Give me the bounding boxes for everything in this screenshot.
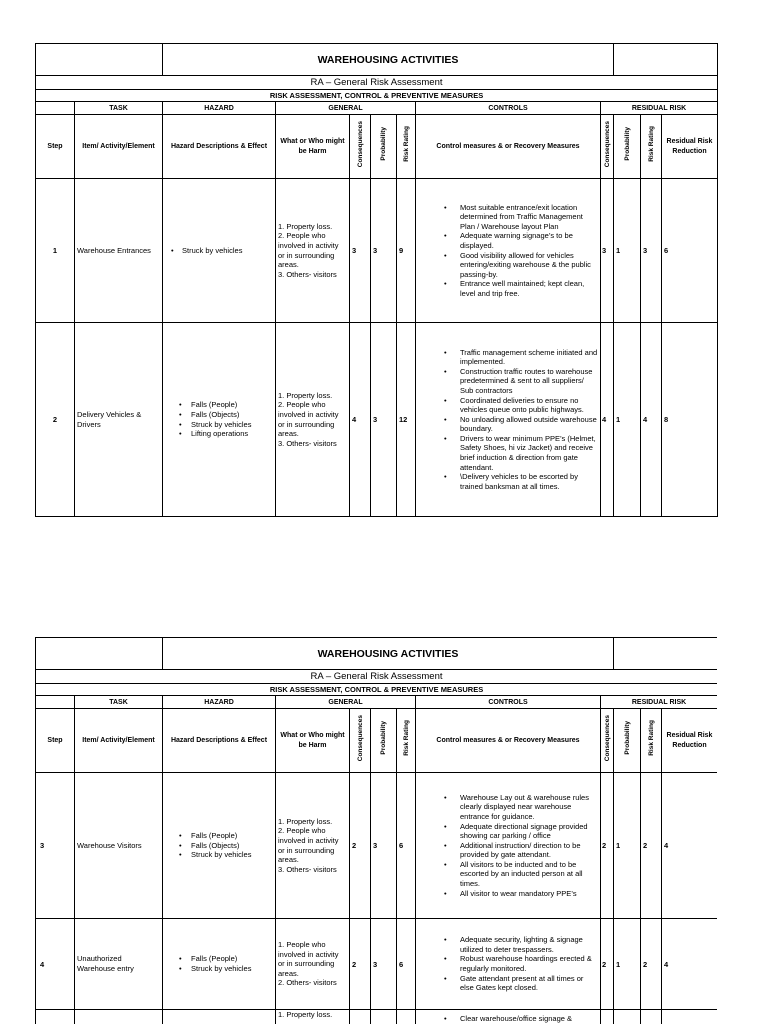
residual-consequences-value: 2: [601, 773, 614, 919]
header-residual-probability: Probability: [614, 115, 641, 179]
control-item: • Entrance well maintained; kept clean, level and trip free.: [460, 279, 598, 298]
control-item: • Adequate warning signage’s to be displayed.: [460, 231, 598, 250]
group-controls: CONTROLS: [416, 696, 601, 709]
harm-cell: [276, 1010, 350, 1024]
residual-probability-value: 1: [614, 919, 641, 1010]
residual-risk-rating-value: 3: [641, 179, 662, 323]
harm-line: 2. People who involved in activity or in surrounding areas.: [278, 231, 339, 270]
activity-cell: Warehouse Entrances: [75, 179, 163, 323]
document-title: WAREHOUSING ACTIVITIES: [163, 638, 614, 670]
group-general: GENERAL: [276, 696, 416, 709]
table-row: [36, 1010, 718, 1024]
header-consequences: Consequences: [350, 115, 371, 179]
control-item: • Robust warehouse hoardings erected & regularly monitored.: [460, 954, 598, 973]
hazard-item: • Struck by vehicles: [182, 246, 273, 256]
hazard-cell: [163, 773, 276, 919]
header-risk-reduction: Residual Risk Reduction: [662, 115, 718, 179]
harm-line: 1. Property loss.: [278, 1010, 333, 1019]
residual-risk-rating-value: [641, 1010, 662, 1024]
hazard-item: • Falls (People): [191, 954, 273, 964]
header-harm: What or Who might be Harm: [276, 709, 350, 773]
header-residual-probability: Probability: [614, 709, 641, 773]
control-item: • No unloading allowed outside warehouse boundary.: [460, 415, 598, 434]
residual-consequences-value: 2: [601, 919, 614, 1010]
residual-risk-rating-value: 2: [641, 919, 662, 1010]
header-probability: Probability: [371, 709, 397, 773]
harm-line: 1. Property loss.: [278, 816, 333, 826]
consequences-value: [350, 1010, 371, 1024]
hazard-item: • Struck by vehicles: [191, 420, 273, 430]
harm-line: 2. People who involved in activity or in surrounding areas.: [278, 400, 339, 439]
section-band: RISK ASSESSMENT, CONTROL & PREVENTIVE MEASURES: [36, 90, 718, 102]
harm-line: 2. Others- visitors: [278, 978, 337, 988]
hazard-item: • Struck by vehicles: [191, 964, 273, 974]
control-item: • Gate attendant present at all times or else Gates kept closed.: [460, 974, 598, 993]
section-band: RISK ASSESSMENT, CONTROL & PREVENTIVE MEASURES: [36, 684, 718, 696]
residual-consequences-value: 3: [601, 179, 614, 323]
table-row: [36, 773, 718, 919]
header-hazard: Hazard Descriptions & Effect: [163, 115, 276, 179]
step-number: 1: [36, 179, 75, 323]
residual-probability-value: 1: [614, 179, 641, 323]
control-item: • Clear warehouse/office signage &: [460, 1014, 598, 1024]
group-general: GENERAL: [276, 102, 416, 115]
control-item: • Most suitable entrance/exit location determined from Traffic Management Plan / Warehouse layout Plan: [460, 203, 598, 232]
group-residual-risk: RESIDUAL RISK: [601, 696, 718, 709]
header-controls: Control measures & or Recovery Measures: [416, 115, 601, 179]
consequences-value: 2: [350, 773, 371, 919]
risk-assessment-table: [35, 637, 717, 1024]
document-title: WAREHOUSING ACTIVITIES: [163, 44, 614, 76]
controls-cell: [416, 773, 601, 919]
header-residual-risk-rating: Risk Rating: [641, 709, 662, 773]
risk-reduction-value: 8: [662, 323, 718, 517]
hazard-cell: [163, 323, 276, 517]
control-item: • Good visibility allowed for vehicles entering/exiting warehouse & the public passing-by.: [460, 251, 598, 280]
harm-cell: [276, 919, 350, 1010]
group-task: TASK: [75, 102, 163, 115]
probability-value: 3: [371, 323, 397, 517]
document-subtitle: RA – General Risk Assessment: [36, 76, 718, 90]
residual-risk-rating-value: 4: [641, 323, 662, 517]
risk-rating-value: 12: [397, 323, 416, 517]
control-item: • Warehouse Lay out & warehouse rules clearly displayed near warehouse entrance for guidance.: [460, 793, 598, 822]
hazard-item: • Struck by vehicles: [191, 850, 273, 860]
logo-cell: [36, 638, 163, 670]
harm-line: 2. People who involved in activity or in surrounding areas.: [278, 826, 339, 865]
control-item: • Construction traffic routes to warehouse predetermined & sent to all suppliers/ Sub contractors: [460, 367, 598, 396]
risk-reduction-value: [662, 1010, 718, 1024]
hazard-cell: [163, 1010, 276, 1024]
step-number: 4: [36, 919, 75, 1010]
header-consequences: Consequences: [350, 709, 371, 773]
header-risk-rating: Risk Rating: [397, 115, 416, 179]
risk-reduction-value: 6: [662, 179, 718, 323]
residual-probability-value: 1: [614, 323, 641, 517]
activity-cell: Warehouse Visitors: [75, 773, 163, 919]
header-hazard: Hazard Descriptions & Effect: [163, 709, 276, 773]
header-harm: What or Who might be Harm: [276, 115, 350, 179]
residual-consequences-value: 4: [601, 323, 614, 517]
harm-cell: [276, 773, 350, 919]
activity-cell: Delivery Vehicles & Drivers: [75, 323, 163, 517]
group-task: TASK: [75, 696, 163, 709]
header-item: Item/ Activity/Element: [75, 115, 163, 179]
harm-cell: [276, 179, 350, 323]
logo-cell: [36, 44, 163, 76]
title-right-cell: [614, 44, 718, 76]
probability-value: 3: [371, 919, 397, 1010]
risk-reduction-value: 4: [662, 919, 718, 1010]
controls-cell: [416, 323, 601, 517]
header-step: Step: [36, 115, 75, 179]
control-item: • Coordinated deliveries to ensure no vehicles queue onto public highways.: [460, 396, 598, 415]
header-controls: Control measures & or Recovery Measures: [416, 709, 601, 773]
control-item: • Drivers to wear minimum PPE’s (Helmet, Safety Shoes, hi viz Jacket) and receive brief induction & direction from gate attendant.: [460, 434, 598, 472]
risk-rating-value: 6: [397, 919, 416, 1010]
residual-consequences-value: [601, 1010, 614, 1024]
hazard-item: • Falls (Objects): [191, 841, 273, 851]
control-item: • All visitor to wear mandatory PPE’s: [460, 889, 598, 899]
hazard-cell: [163, 919, 276, 1010]
controls-cell: [416, 1010, 601, 1024]
probability-value: 3: [371, 179, 397, 323]
harm-line: 1. Property loss.: [278, 390, 333, 400]
consequences-value: 4: [350, 323, 371, 517]
group-blank: [36, 102, 75, 115]
risk-rating-value: [397, 1010, 416, 1024]
header-residual-consequences: Consequences: [601, 709, 614, 773]
header-risk-reduction: Residual Risk Reduction: [662, 709, 718, 773]
risk-rating-value: 6: [397, 773, 416, 919]
header-residual-consequences: Consequences: [601, 115, 614, 179]
residual-probability-value: 1: [614, 773, 641, 919]
consequences-value: 3: [350, 179, 371, 323]
harm-line: 1. Property loss.: [278, 221, 333, 231]
hazard-item: • Falls (People): [191, 400, 273, 410]
title-right-cell: [614, 638, 718, 670]
consequences-value: 2: [350, 919, 371, 1010]
controls-cell: [416, 919, 601, 1010]
activity-cell: Unauthorized Warehouse entry: [75, 919, 163, 1010]
risk-assessment-sheet-2: [35, 637, 717, 1024]
step-number: 2: [36, 323, 75, 517]
table-row: [36, 323, 718, 517]
group-blank: [36, 696, 75, 709]
harm-cell: [276, 323, 350, 517]
hazard-cell: [163, 179, 276, 323]
risk-assessment-sheet-1: [35, 43, 717, 517]
group-hazard: HAZARD: [163, 102, 276, 115]
group-hazard: HAZARD: [163, 696, 276, 709]
control-item: • All visitors to be inducted and to be escorted by an inducted person at all times.: [460, 860, 598, 889]
risk-reduction-value: 4: [662, 773, 718, 919]
step-number: [36, 1010, 75, 1024]
activity-cell: [75, 1010, 163, 1024]
hazard-item: • Falls (Objects): [191, 410, 273, 420]
control-item: • Traffic management scheme initiated and implemented.: [460, 348, 598, 367]
risk-assessment-table: [35, 43, 718, 517]
hazard-item: • Lifting operations: [191, 429, 273, 439]
step-number: 3: [36, 773, 75, 919]
table-row: [36, 179, 718, 323]
control-item: • Additional instruction/ direction to be provided by gate attendant.: [460, 841, 598, 860]
residual-probability-value: [614, 1010, 641, 1024]
harm-line: 3. Others- visitors: [278, 438, 337, 448]
group-controls: CONTROLS: [416, 102, 601, 115]
group-residual-risk: RESIDUAL RISK: [601, 102, 718, 115]
probability-value: 3: [371, 773, 397, 919]
header-risk-rating: Risk Rating: [397, 709, 416, 773]
header-item: Item/ Activity/Element: [75, 709, 163, 773]
controls-cell: [416, 179, 601, 323]
probability-value: [371, 1010, 397, 1024]
table-row: [36, 919, 718, 1010]
header-probability: Probability: [371, 115, 397, 179]
control-item: • Adequate security, lighting & signage utilized to deter trespassers.: [460, 935, 598, 954]
hazard-item: • Falls (People): [191, 831, 273, 841]
header-residual-risk-rating: Risk Rating: [641, 115, 662, 179]
control-item: • \Delivery vehicles to be escorted by trained banksman at all times.: [460, 472, 598, 491]
harm-line: 1. People who involved in activity or in surrounding areas.: [278, 940, 339, 978]
document-subtitle: RA – General Risk Assessment: [36, 670, 718, 684]
harm-line: 3. Others- visitors: [278, 864, 337, 874]
risk-rating-value: 9: [397, 179, 416, 323]
header-step: Step: [36, 709, 75, 773]
residual-risk-rating-value: 2: [641, 773, 662, 919]
control-item: • Adequate directional signage provided showing car parking / office: [460, 822, 598, 841]
harm-line: 3. Others- visitors: [278, 269, 337, 279]
